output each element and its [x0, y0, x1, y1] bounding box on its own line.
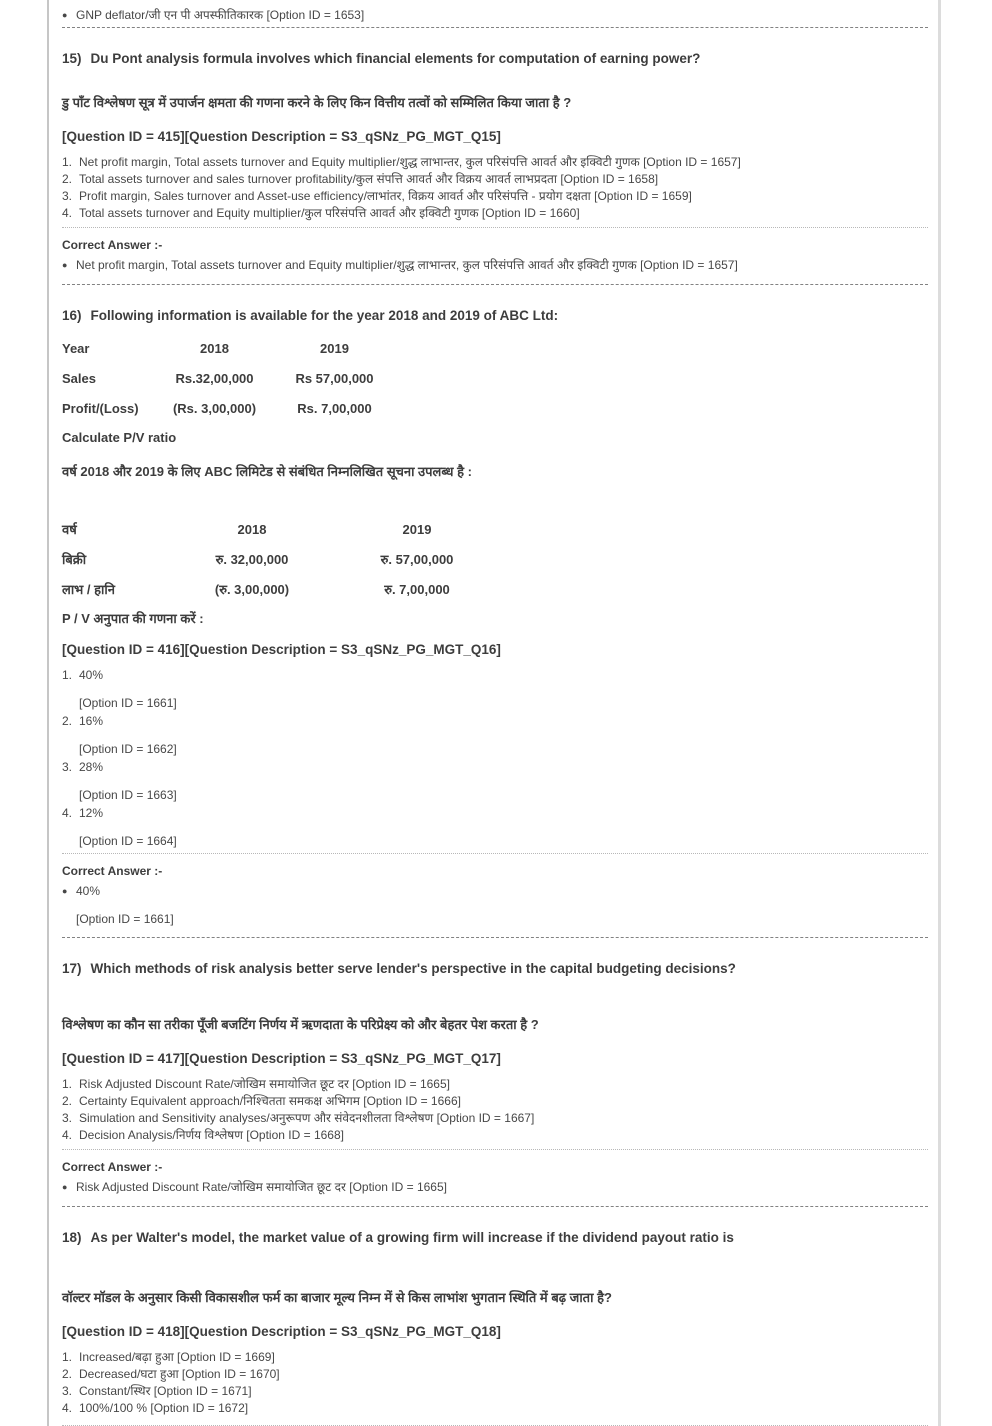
table-row — [62, 393, 928, 423]
correct-answer-text: 40% — [76, 884, 101, 898]
option-text: Constant/स्थिर [Option ID = 1671] — [79, 1384, 252, 1398]
option-item — [62, 667, 928, 684]
bullet-icon: ● — [62, 886, 68, 896]
table-cell: Sales — [62, 370, 96, 386]
question-hindi-text: विश्लेषण का कौन सा तरीका पूँजी बजटिंग निर्णय में ऋणदाता के परिप्रेक्ष्य को और बेहतर पेश करता है ? — [62, 1017, 539, 1032]
question-number: 18) — [62, 1230, 82, 1245]
option-text: Decreased/घटा हुआ [Option ID = 1670] — [79, 1367, 280, 1381]
correct-answer-section — [62, 853, 928, 937]
correct-answer-heading: Correct Answer :- — [62, 1160, 163, 1174]
question-block — [62, 27, 928, 284]
table-cell: Rs.32,00,000 — [175, 370, 254, 386]
option-id-line: [Option ID = 1661] — [79, 696, 177, 710]
option-number: 4. — [62, 1401, 73, 1415]
question-id-line: [Question ID = 415][Question Description = S3_qSNz_PG_MGT_Q15] — [62, 129, 501, 144]
option-item — [62, 1127, 928, 1144]
option-text: Net profit margin, Total assets turnover and Equity multiplier/शुद्ध लाभान्तर, कुल परिसंपत्ति आवर्त और इक्विटी गुणक [Option ID = 1657] — [79, 155, 741, 169]
table-row — [62, 544, 928, 574]
table-cell: रु. 7,00,000 — [384, 582, 450, 597]
option-text: Certainty Equivalent approach/निश्चितता समकक्ष अभिगम [Option ID = 1666] — [79, 1094, 461, 1108]
option-item — [62, 1093, 928, 1110]
option-item — [62, 1349, 928, 1366]
option-number: 2. — [62, 172, 73, 186]
option-number: 2. — [62, 1367, 73, 1381]
table-cell: 2019 — [402, 521, 432, 537]
correct-answer-item — [62, 258, 928, 273]
option-text: 16% — [79, 714, 104, 728]
question-title-text: Following information is available for the year 2018 and 2019 of ABC Ltd: — [90, 308, 559, 323]
option-text: Total assets turnover and Equity multiplier/कुल परिसंपत्ति आवर्त और इक्विटी गुणक [Option ID = 1660] — [79, 206, 580, 220]
table-row — [62, 363, 928, 393]
table-cell: 2019 — [320, 340, 349, 356]
option-number: 2. — [62, 714, 73, 728]
option-number: 3. — [62, 189, 73, 203]
question-table-english — [62, 333, 928, 453]
options-list — [62, 1349, 928, 1417]
question-id-line: [Question ID = 416][Question Description = S3_qSNz_PG_MGT_Q16] — [62, 642, 501, 657]
options-list — [62, 667, 928, 848]
question-title — [62, 1207, 928, 1245]
option-number: 1. — [62, 155, 73, 169]
option-item — [62, 171, 928, 188]
option-item — [62, 1383, 928, 1400]
correct-answer-item — [62, 8, 928, 23]
exam-answer-sheet — [47, 0, 941, 1426]
correct-answer-item — [62, 884, 928, 899]
correct-answer-id-line: [Option ID = 1661] — [76, 912, 174, 926]
question-number: 17) — [62, 961, 82, 976]
correct-answer-section — [62, 227, 928, 284]
question-title — [62, 285, 928, 323]
option-text: Increased/बढ़ा हुआ [Option ID = 1669] — [79, 1350, 275, 1364]
table-cell: रु. 57,00,000 — [380, 552, 454, 567]
bullet-icon: ● — [62, 260, 68, 270]
option-text: 12% — [79, 806, 104, 820]
table-cell: Profit/(Loss) — [62, 400, 139, 416]
option-text: Profit margin, Sales turnover and Asset-use efficiency/लाभांतर, विक्रय आवर्त और परिसंपत्ति - प्रयोग दक्षता [Option ID = 1659] — [79, 189, 692, 203]
question-block — [62, 1206, 928, 1425]
option-number: 4. — [62, 806, 73, 820]
option-text: Simulation and Sensitivity analyses/अनुरूपण और संवेदनशीलता विश्लेषण [Option ID = 1667] — [79, 1111, 535, 1125]
table-row — [62, 514, 928, 544]
option-item — [62, 1110, 928, 1127]
table-cell: (Rs. 3,00,000) — [172, 400, 257, 416]
question-hindi-text: वर्ष 2018 और 2019 के लिए ABC लिमिटेड से संबंधित निम्नलिखित सूचना उपलब्ध है : — [62, 464, 472, 479]
previous-answer-text: GNP deflator/जी एन पी अपस्फीतिकारक [Option ID = 1653] — [76, 8, 365, 22]
table-cell: Rs. 7,00,000 — [297, 400, 372, 416]
bullet-icon: ● — [62, 10, 68, 20]
table-cell: Year — [62, 340, 90, 356]
correct-answer-section — [62, 1149, 928, 1206]
option-text: 28% — [79, 760, 104, 774]
correct-answer-text: Risk Adjusted Discount Rate/जोखिम समायोजित छूट दर [Option ID = 1665] — [76, 1180, 447, 1194]
option-text: Risk Adjusted Discount Rate/जोखिम समायोजित छूट दर [Option ID = 1665] — [79, 1077, 450, 1091]
table-cell: वर्ष — [62, 522, 77, 537]
table-row — [62, 574, 928, 604]
option-id-line: [Option ID = 1664] — [79, 834, 177, 848]
options-list — [62, 1076, 928, 1144]
question-id-line: [Question ID = 418][Question Description = S3_qSNz_PG_MGT_Q18] — [62, 1324, 501, 1339]
table-cell: 2018 — [237, 521, 267, 537]
question-title-text: As per Walter's model, the market value of a growing firm will increase if the dividend payout ratio is — [90, 1230, 734, 1245]
option-item — [62, 1366, 928, 1383]
option-number: 3. — [62, 1384, 73, 1398]
previous-answer-partial — [62, 0, 928, 27]
option-number: 1. — [62, 1350, 73, 1364]
question-title-text: Which methods of risk analysis better serve lender's perspective in the capital budgeting decisions? — [90, 961, 736, 976]
question-title — [62, 28, 928, 66]
option-item — [62, 188, 928, 205]
option-number: 3. — [62, 1111, 73, 1125]
option-item — [62, 805, 928, 822]
correct-answer-heading: Correct Answer :- — [62, 238, 163, 252]
option-number: 3. — [62, 760, 73, 774]
table-row: Calculate P/V ratio — [62, 430, 177, 445]
option-text: 100%/100 % [Option ID = 1672] — [79, 1401, 249, 1415]
options-list — [62, 154, 928, 222]
question-number: 16) — [62, 308, 82, 323]
option-id-line: [Option ID = 1663] — [79, 788, 177, 802]
question-block — [62, 284, 928, 937]
question-hindi-text: डु पाँट विश्लेषण सूत्र में उपार्जन क्षमता की गणना करने के लिए किन वित्तीय तत्वों को सम्मिलित किया जाता है ? — [62, 95, 572, 110]
option-number: 1. — [62, 1077, 73, 1091]
option-number: 1. — [62, 668, 73, 682]
table-cell: बिक्री — [62, 552, 87, 567]
option-text: Decision Analysis/निर्णय विश्लेषण [Option ID = 1668] — [79, 1128, 344, 1142]
option-number: 4. — [62, 1128, 73, 1142]
correct-answer-item — [62, 1180, 928, 1195]
option-text: 40% — [79, 668, 104, 682]
option-id-line: [Option ID = 1662] — [79, 742, 177, 756]
option-text: Total assets turnover and sales turnover profitability/कुल संपत्ति आवर्त और विक्रय आवर्त लाभप्रदता [Option ID = 1658] — [79, 172, 659, 186]
option-number: 2. — [62, 1094, 73, 1108]
table-row: P / V अनुपात की गणना करें : — [62, 611, 204, 626]
option-item — [62, 154, 928, 171]
table-row — [62, 333, 928, 363]
option-item — [62, 759, 928, 776]
table-cell: (रु. 3,00,000) — [214, 582, 290, 597]
option-item — [62, 205, 928, 222]
table-cell: Rs 57,00,000 — [295, 370, 374, 386]
table-cell: लाभ / हानि — [62, 582, 116, 597]
correct-answer-text: Net profit margin, Total assets turnover and Equity multiplier/शुद्ध लाभान्तर, कुल परिसंपत्ति आवर्त और इक्विटी गुणक [Option ID = 1657] — [76, 258, 738, 272]
question-number: 15) — [62, 51, 82, 66]
bullet-icon: ● — [62, 1182, 68, 1192]
question-id-line: [Question ID = 417][Question Description = S3_qSNz_PG_MGT_Q17] — [62, 1051, 501, 1066]
correct-answer-heading: Correct Answer :- — [62, 864, 163, 878]
option-item — [62, 1076, 928, 1093]
question-hindi-text: वॉल्टर मॉडल के अनुसार किसी विकासशील फर्म का बाजार मूल्य निम्न में से किस लाभांश भुगतान स्थिति में बढ़ जाता है? — [62, 1290, 612, 1305]
question-title — [62, 938, 928, 976]
table-cell: 2018 — [200, 340, 229, 356]
question-list — [62, 27, 928, 1425]
table-cell: रु. 32,00,000 — [215, 552, 289, 567]
question-block — [62, 937, 928, 1206]
option-number: 4. — [62, 206, 73, 220]
option-item — [62, 713, 928, 730]
question-table-hindi — [62, 514, 928, 634]
question-title-text: Du Pont analysis formula involves which financial elements for computation of earning power? — [90, 51, 701, 66]
